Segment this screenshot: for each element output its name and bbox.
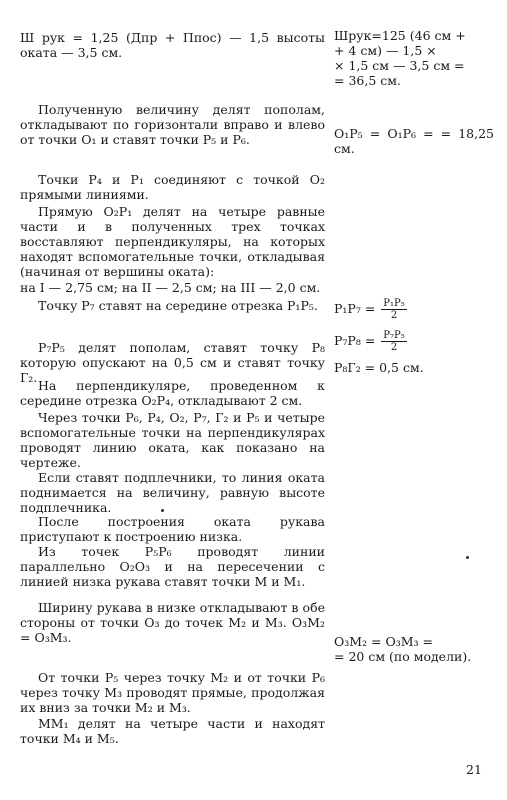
sleeve-width-calculation xyxy=(334,28,494,88)
paragraph xyxy=(20,410,325,470)
paragraph xyxy=(20,204,325,279)
paragraph xyxy=(20,600,325,645)
paragraph-text: P₇P₅ делят пополам, ставят точку P₈ которую опускают на 0,5 см и ставят точку Г₂. xyxy=(20,340,325,385)
paragraph-text: От точки P₅ через точку M₂ и от точки P₆ через точку M₃ проводят прямые, продолжая их вниз за точки M₂ и M₃. xyxy=(20,670,325,715)
p1p7-formula xyxy=(334,298,494,321)
formula-text: P₈Г₂ = 0,5 см. xyxy=(334,360,424,375)
paragraph-text: После построения оката рукава приступают к построению низка. xyxy=(20,514,325,544)
paragraph xyxy=(20,172,325,202)
calc-line: Шрук=125 (46 см + xyxy=(334,28,466,43)
o1p5-formula xyxy=(334,126,494,156)
fraction-denominator: 2 xyxy=(390,342,398,353)
o3m2-formula xyxy=(334,634,494,664)
side-formula-text: = 20 см (по модели). xyxy=(334,649,472,664)
fraction xyxy=(381,298,406,321)
side-formula-text: O₃M₂ = O₃M₃ = xyxy=(334,634,434,649)
paragraph xyxy=(20,514,325,544)
fraction-numerator: P₇P₅ xyxy=(383,330,405,341)
sleeve-width-formula xyxy=(20,30,325,60)
formula-lhs: P₁P₇ = xyxy=(334,301,376,316)
paragraph xyxy=(20,378,325,408)
fraction xyxy=(381,330,406,353)
paragraph xyxy=(20,716,325,746)
print-speck xyxy=(161,509,164,512)
paragraph xyxy=(20,102,325,147)
formula-lhs: P₇P₈ = xyxy=(334,333,376,348)
p8g2-formula xyxy=(334,360,494,375)
fraction-numerator: P₁P₅ xyxy=(383,298,405,309)
paragraph-text: Прямую O₂P₁ делят на четыре равные части и в полученных трех точках восставляют перпендикуляры, на которых находят вспомогательные точки, откладывая (начиная от вершины оката): xyxy=(20,204,325,279)
calc-line: × 1,5 см — 3,5 см = xyxy=(334,58,465,73)
paragraph xyxy=(20,470,325,515)
paragraph xyxy=(20,544,325,589)
calc-line: = 36,5 см. xyxy=(334,73,401,88)
paragraph-text: Точку P₇ ставят на середине отрезка P₁P₅. xyxy=(38,298,318,313)
paragraph-text: Точки P₄ и P₁ соединяют с точкой O₂ прямыми линиями. xyxy=(20,172,325,202)
calc-line: + 4 см) — 1,5 × xyxy=(334,43,437,58)
paragraph-text: Через точки P₆, P₄, O₂, P₇, Г₂ и P₅ и четыре вспомогательные точки на перпендикулярах проводят линию оката, как показано на чертеже. xyxy=(20,410,325,470)
print-speck xyxy=(466,556,469,559)
side-formula-text: O₁P₅ = O₁P₆ = = 18,25 см. xyxy=(334,126,494,156)
paragraph-text: Ширину рукава в низке откладывают в обе стороны от точки O₃ до точек M₂ и M₃. O₃M₂ = O₃M₃. xyxy=(20,600,325,645)
paragraph-text: На перпендикуляре, проведенном к середине отрезка O₂P₄, откладывают 2 см. xyxy=(20,378,325,408)
paragraph-text: Полученную величину делят пополам, откладывают по горизонтали вправо и влево от точки O₁ и ставят точки P₅ и P₆. xyxy=(20,102,325,147)
paragraph xyxy=(20,280,325,295)
paragraph-text: на I — 2,75 см; на II — 2,5 см; на III — 2,0 см. xyxy=(20,280,321,295)
p7p8-formula xyxy=(334,330,494,353)
paragraph-text: Если ставят подплечники, то линия оката поднимается на величину, равную высоте подплечника. xyxy=(20,470,325,515)
paragraph-text: MM₁ делят на четыре части и находят точки M₄ и M₅. xyxy=(20,716,325,746)
paragraph xyxy=(20,670,325,715)
page-number: 21 xyxy=(466,762,482,777)
paragraph xyxy=(20,298,325,313)
paragraph-text: Из точек P₅P₆ проводят линии параллельно O₂O₃ и на пересечении с линией низка рукава ставят точки M и M₁. xyxy=(20,544,325,589)
fraction-denominator: 2 xyxy=(390,310,398,321)
formula-text: Ш рук = 1,25 (Дпр + Ппос) — 1,5 высоты оката — 3,5 см. xyxy=(20,30,325,60)
